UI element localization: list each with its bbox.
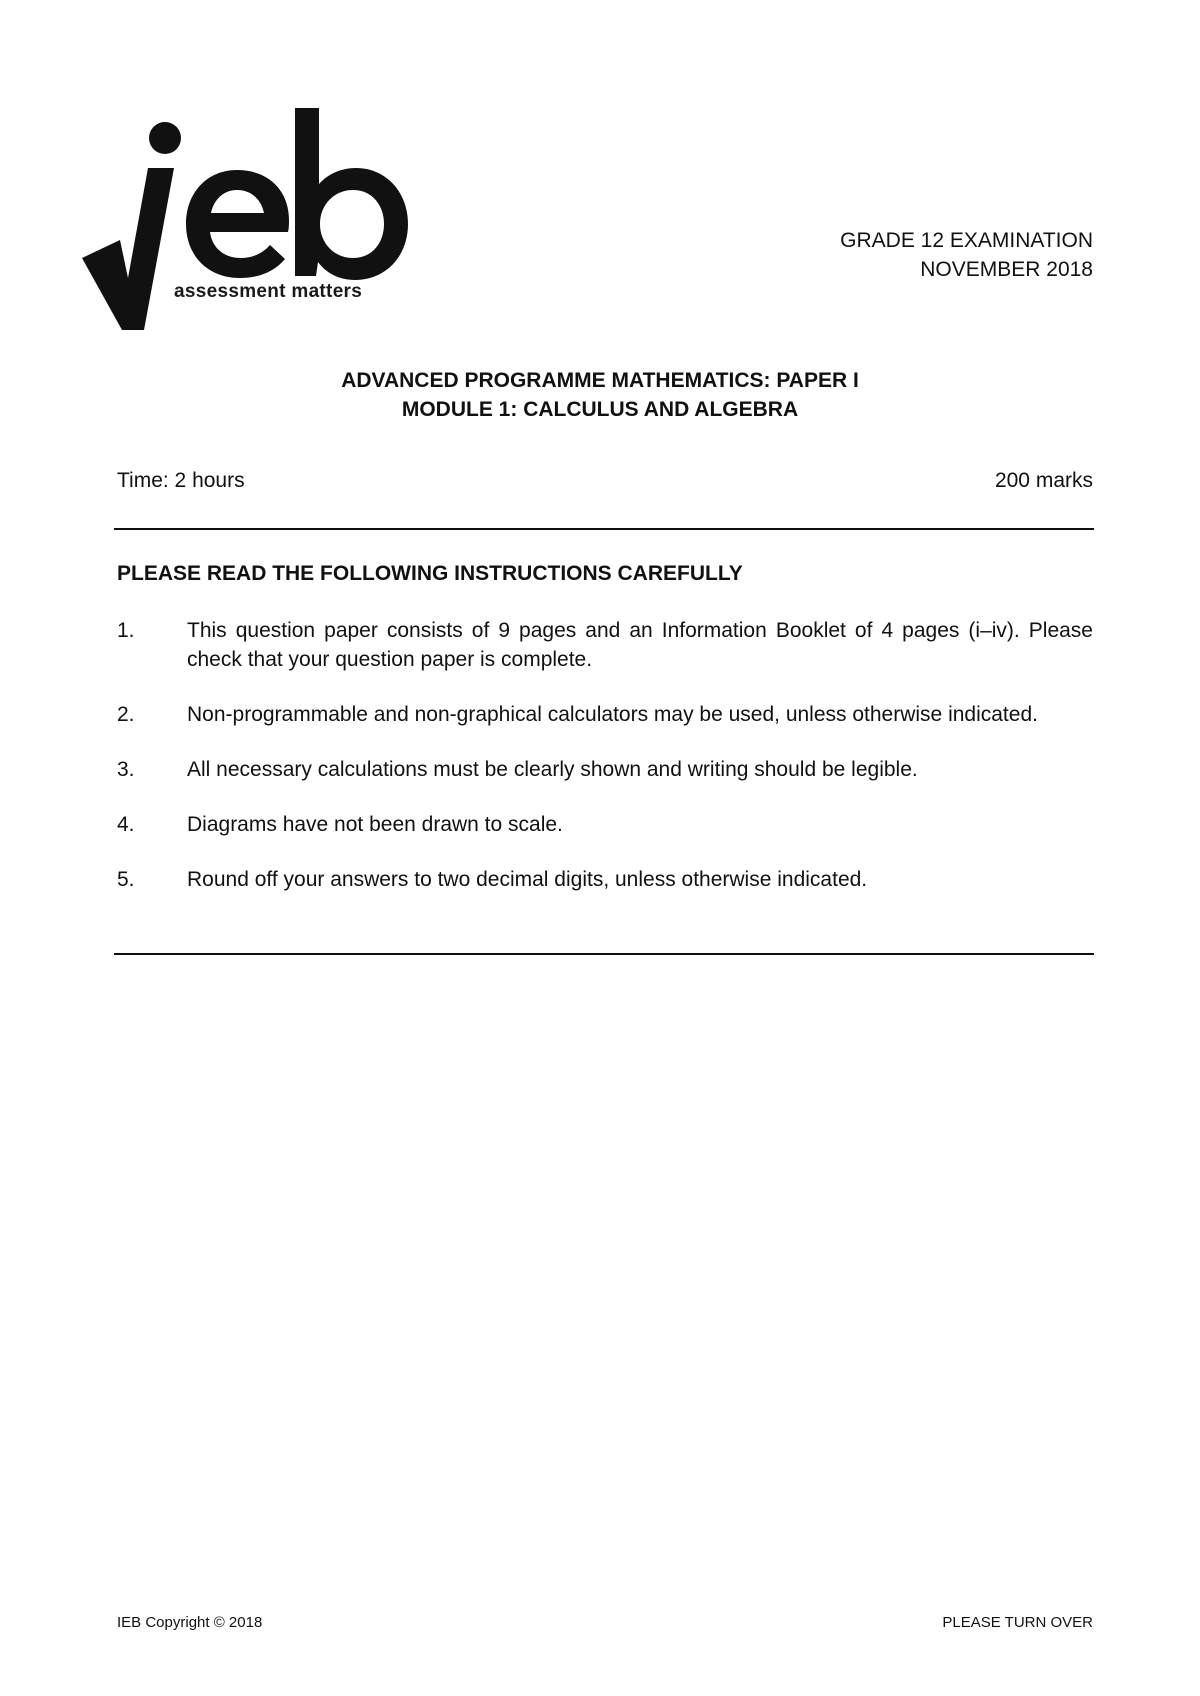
instructions-heading: PLEASE READ THE FOLLOWING INSTRUCTIONS CAREFULLY xyxy=(117,562,743,585)
exam-date: NOVEMBER 2018 xyxy=(920,258,1093,281)
instruction-text: Diagrams have not been drawn to scale. xyxy=(187,813,563,836)
instruction-text: Non-programmable and non-graphical calculators may be used, unless otherwise indicated. xyxy=(187,703,1038,726)
instruction-item xyxy=(117,865,1093,894)
paper-title: ADVANCED PROGRAMME MATHEMATICS: PAPER I xyxy=(341,369,859,392)
instruction-number: 2. xyxy=(117,703,135,726)
instruction-number: 4. xyxy=(117,813,135,836)
instruction-number: 1. xyxy=(117,619,135,642)
time-marks-row xyxy=(117,469,1093,493)
instruction-text: Round off your answers to two decimal digits, unless otherwise indicated. xyxy=(187,868,868,891)
top-divider xyxy=(114,528,1094,530)
instruction-item xyxy=(117,755,1093,784)
paper-titles xyxy=(0,366,1200,424)
footer-copyright: IEB Copyright © 2018 xyxy=(117,1614,263,1631)
marks-label: 200 marks xyxy=(994,469,1093,492)
footer-turn-over: PLEASE TURN OVER xyxy=(942,1614,1093,1631)
ieb-checkmark-logo-icon xyxy=(82,108,422,338)
instruction-item xyxy=(117,810,1093,839)
module-title: MODULE 1: CALCULUS AND ALGEBRA xyxy=(401,398,799,421)
time-label: Time: 2 hours xyxy=(117,469,245,492)
instruction-text: All necessary calculations must be clearly shown and writing should be legible. xyxy=(187,758,918,781)
instruction-text: This question paper consists of 9 pages and an Information Booklet of 4 pages (i–iv). Please check that your question paper is complete. xyxy=(187,619,1093,671)
instructions-list xyxy=(117,616,1093,920)
ieb-logo xyxy=(82,108,422,338)
logo-tagline: assessment matters xyxy=(174,281,363,302)
instruction-item xyxy=(117,616,1093,674)
exam-info xyxy=(840,226,1093,284)
instruction-item xyxy=(117,700,1093,729)
instruction-number: 3. xyxy=(117,758,135,781)
exam-grade: GRADE 12 EXAMINATION xyxy=(840,229,1093,252)
bottom-divider xyxy=(114,953,1094,955)
instruction-number: 5. xyxy=(117,868,135,891)
